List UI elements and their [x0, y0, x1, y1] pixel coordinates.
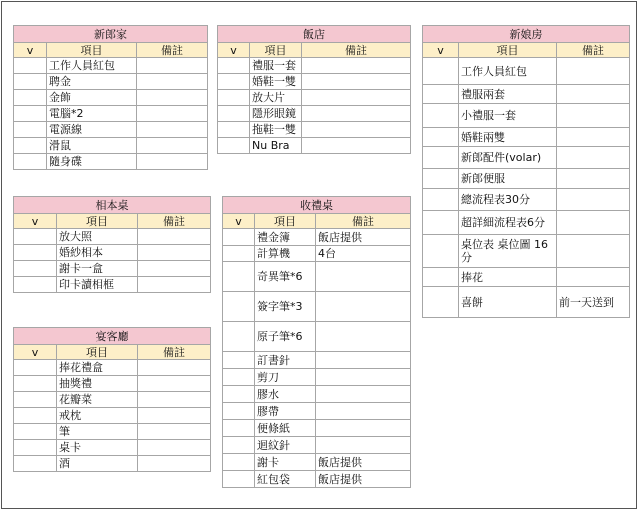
note-cell	[316, 262, 411, 292]
table-row	[223, 471, 411, 488]
note-cell	[138, 392, 211, 408]
check-cell[interactable]	[14, 261, 57, 277]
note-column-header: 備註	[557, 43, 630, 58]
item-cell: 膠水	[255, 386, 316, 403]
check-cell[interactable]	[218, 106, 250, 122]
item-cell: 捧花	[459, 268, 557, 287]
table-row	[223, 322, 411, 352]
item-cell: 電源線	[47, 122, 137, 138]
item-cell: 禮金簿	[255, 229, 316, 246]
check-column-header: v	[218, 43, 250, 58]
table-row	[223, 403, 411, 420]
note-column-header: 備註	[302, 43, 411, 58]
note-cell	[137, 74, 208, 90]
note-cell: 飯店提供	[316, 229, 411, 246]
item-cell: 桌卡	[57, 440, 138, 456]
note-cell: 飯店提供	[316, 454, 411, 471]
check-cell[interactable]	[14, 360, 57, 376]
album-table-checklist-table	[13, 196, 211, 293]
table-row	[14, 424, 211, 440]
check-cell[interactable]	[218, 74, 250, 90]
item-cell: 奇異筆*6	[255, 262, 316, 292]
item-cell: 戒枕	[57, 408, 138, 424]
note-column-header: 備註	[138, 214, 211, 229]
note-cell	[138, 277, 211, 293]
table-row	[14, 229, 211, 245]
check-cell[interactable]	[223, 420, 255, 437]
item-cell: 工作人員紅包	[459, 58, 557, 85]
note-cell	[557, 147, 630, 169]
item-cell: 剪刀	[255, 369, 316, 386]
hotel-checklist-table	[217, 25, 411, 154]
item-cell: 紅包袋	[255, 471, 316, 488]
table-title: 收禮桌	[223, 197, 411, 214]
item-column-header: 項目	[255, 214, 316, 229]
note-cell: 飯店提供	[316, 471, 411, 488]
note-cell: 4台	[316, 246, 411, 262]
check-cell[interactable]	[423, 211, 459, 235]
check-cell[interactable]	[423, 235, 459, 268]
note-cell	[137, 106, 208, 122]
table-row	[423, 128, 630, 147]
item-cell: 工作人員紅包	[47, 58, 137, 74]
table-header-row	[14, 214, 211, 229]
check-cell[interactable]	[223, 262, 255, 292]
note-cell	[137, 58, 208, 74]
item-cell: 訂書針	[255, 352, 316, 369]
item-cell: 新郎便服	[459, 169, 557, 189]
item-cell: 新郎配件(volar)	[459, 147, 557, 169]
check-cell[interactable]	[14, 74, 47, 90]
item-cell: 小禮服一套	[459, 104, 557, 128]
table-row	[14, 106, 208, 122]
table-row	[423, 287, 630, 318]
check-cell[interactable]	[14, 277, 57, 293]
note-column-header: 備註	[137, 43, 208, 58]
table-row	[223, 437, 411, 454]
table-row	[423, 189, 630, 211]
item-cell: 隱形眼鏡	[250, 106, 302, 122]
table-header-row	[423, 43, 630, 58]
note-cell	[137, 138, 208, 154]
check-cell[interactable]	[423, 189, 459, 211]
check-cell[interactable]	[223, 352, 255, 369]
table-row	[14, 376, 211, 392]
item-cell: 婚紗相本	[57, 245, 138, 261]
table-row	[14, 456, 211, 472]
item-cell: 放大片	[250, 90, 302, 106]
note-cell	[557, 169, 630, 189]
item-cell: 原子筆*6	[255, 322, 316, 352]
check-cell[interactable]	[14, 106, 47, 122]
table-row	[223, 386, 411, 403]
table-row	[218, 122, 411, 138]
table-row	[423, 169, 630, 189]
check-cell[interactable]	[223, 403, 255, 420]
item-column-header: 項目	[459, 43, 557, 58]
table-row	[423, 58, 630, 85]
table-title-row	[423, 26, 630, 43]
table-row	[14, 58, 208, 74]
table-row	[223, 292, 411, 322]
table-row	[14, 138, 208, 154]
check-cell[interactable]	[14, 408, 57, 424]
check-cell[interactable]	[423, 169, 459, 189]
table-row	[14, 261, 211, 277]
item-cell: 拖鞋一雙	[250, 122, 302, 138]
table-title: 相本桌	[14, 197, 211, 214]
check-cell[interactable]	[423, 58, 459, 85]
table-title: 宴客廳	[14, 328, 211, 345]
note-cell	[138, 261, 211, 277]
table-row	[14, 122, 208, 138]
note-cell: 前一天送到	[557, 287, 630, 318]
item-cell: 金飾	[47, 90, 137, 106]
note-cell	[316, 437, 411, 454]
check-cell[interactable]	[223, 437, 255, 454]
check-cell[interactable]	[423, 147, 459, 169]
item-cell: 禮服兩套	[459, 85, 557, 104]
check-cell[interactable]	[423, 85, 459, 104]
note-cell	[557, 189, 630, 211]
item-cell: 超詳細流程表6分	[459, 211, 557, 235]
table-row	[423, 85, 630, 104]
check-column-header: v	[423, 43, 459, 58]
banquet-checklist-table	[13, 327, 211, 472]
table-header-row	[14, 43, 208, 58]
check-cell[interactable]	[14, 456, 57, 472]
check-column-header: v	[223, 214, 255, 229]
note-cell	[138, 245, 211, 261]
check-cell[interactable]	[218, 138, 250, 154]
item-cell: 捧花禮盒	[57, 360, 138, 376]
item-cell: 婚鞋兩雙	[459, 128, 557, 147]
note-cell	[557, 128, 630, 147]
note-cell	[557, 211, 630, 235]
note-column-header: 備註	[316, 214, 411, 229]
note-cell	[316, 420, 411, 437]
table-row	[14, 90, 208, 106]
note-cell	[557, 104, 630, 128]
table-row	[14, 245, 211, 261]
table-row	[14, 408, 211, 424]
table-row	[223, 246, 411, 262]
table-row	[218, 58, 411, 74]
note-cell	[316, 322, 411, 352]
table-title-row	[14, 328, 211, 345]
item-cell: 謝卡	[255, 454, 316, 471]
item-cell: 抽獎禮	[57, 376, 138, 392]
note-cell	[137, 122, 208, 138]
note-cell	[138, 424, 211, 440]
note-column-header: 備註	[138, 345, 211, 360]
check-cell[interactable]	[223, 322, 255, 352]
check-cell[interactable]	[423, 128, 459, 147]
item-column-header: 項目	[57, 345, 138, 360]
item-cell: 筆	[57, 424, 138, 440]
check-column-header: v	[14, 214, 57, 229]
table-row	[423, 104, 630, 128]
check-cell[interactable]	[218, 58, 250, 74]
check-cell[interactable]	[423, 287, 459, 318]
table-title-row	[218, 26, 411, 43]
note-cell	[302, 106, 411, 122]
item-cell: 婚鞋一雙	[250, 74, 302, 90]
check-cell[interactable]	[218, 122, 250, 138]
item-cell: 迴紋針	[255, 437, 316, 454]
check-cell[interactable]	[223, 454, 255, 471]
check-cell[interactable]	[223, 471, 255, 488]
table-row	[218, 90, 411, 106]
table-row	[218, 106, 411, 122]
item-cell: 印卡讀相框	[57, 277, 138, 293]
table-row	[223, 369, 411, 386]
note-cell	[302, 58, 411, 74]
table-title-row	[223, 197, 411, 214]
table-title-row	[14, 26, 208, 43]
item-column-header: 項目	[250, 43, 302, 58]
table-row	[223, 352, 411, 369]
note-cell	[302, 122, 411, 138]
check-cell[interactable]	[14, 376, 57, 392]
item-cell: Nu Bra	[250, 138, 302, 154]
item-cell: 酒	[57, 456, 138, 472]
table-row	[223, 229, 411, 246]
note-cell	[302, 138, 411, 154]
check-cell[interactable]	[14, 392, 57, 408]
table-header-row	[223, 214, 411, 229]
table-row	[223, 420, 411, 437]
check-cell[interactable]	[14, 90, 47, 106]
note-cell	[316, 292, 411, 322]
bride-room-checklist-table	[422, 25, 630, 318]
table-row	[14, 277, 211, 293]
note-cell	[138, 360, 211, 376]
note-cell	[137, 154, 208, 170]
table-title: 飯店	[218, 26, 411, 43]
note-cell	[137, 90, 208, 106]
table-row	[223, 454, 411, 471]
item-cell: 花瓣菜	[57, 392, 138, 408]
table-row	[14, 154, 208, 170]
check-cell[interactable]	[14, 424, 57, 440]
note-cell	[138, 376, 211, 392]
check-cell[interactable]	[14, 229, 57, 245]
item-cell: 膠帶	[255, 403, 316, 420]
table-row	[218, 138, 411, 154]
check-cell[interactable]	[423, 104, 459, 128]
table-header-row	[14, 345, 211, 360]
item-cell: 計算機	[255, 246, 316, 262]
note-cell	[138, 229, 211, 245]
table-header-row	[218, 43, 411, 58]
item-cell: 聘金	[47, 74, 137, 90]
check-cell[interactable]	[223, 386, 255, 403]
item-cell: 禮服一套	[250, 58, 302, 74]
table-row	[14, 440, 211, 456]
note-cell	[557, 268, 630, 287]
note-cell	[316, 403, 411, 420]
check-column-header: v	[14, 43, 47, 58]
note-cell	[138, 408, 211, 424]
table-row	[218, 74, 411, 90]
note-cell	[138, 456, 211, 472]
item-cell: 總流程表30分	[459, 189, 557, 211]
note-cell	[557, 85, 630, 104]
table-row	[423, 235, 630, 268]
table-row	[14, 74, 208, 90]
check-cell[interactable]	[14, 58, 47, 74]
check-cell[interactable]	[223, 246, 255, 262]
check-cell[interactable]	[14, 122, 47, 138]
groom-checklist-table	[13, 25, 208, 170]
check-cell[interactable]	[218, 90, 250, 106]
item-cell: 隨身碟	[47, 154, 137, 170]
item-cell: 喜餅	[459, 287, 557, 318]
note-cell	[138, 440, 211, 456]
reception-checklist-table	[222, 196, 411, 488]
table-title-row	[14, 197, 211, 214]
table-row	[14, 360, 211, 376]
note-cell	[316, 386, 411, 403]
check-cell[interactable]	[14, 138, 47, 154]
check-cell[interactable]	[14, 440, 57, 456]
item-cell: 簽字筆*3	[255, 292, 316, 322]
item-cell: 放大照	[57, 229, 138, 245]
note-cell	[302, 74, 411, 90]
table-title: 新娘房	[423, 26, 630, 43]
table-title: 新郎家	[14, 26, 208, 43]
table-row	[423, 147, 630, 169]
table-row	[423, 211, 630, 235]
note-cell	[316, 352, 411, 369]
table-row	[423, 268, 630, 287]
item-cell: 便條紙	[255, 420, 316, 437]
check-cell[interactable]	[223, 292, 255, 322]
check-cell[interactable]	[14, 154, 47, 170]
check-cell[interactable]	[223, 369, 255, 386]
check-cell[interactable]	[14, 245, 57, 261]
note-cell	[316, 369, 411, 386]
item-column-header: 項目	[57, 214, 138, 229]
item-column-header: 項目	[47, 43, 137, 58]
item-cell: 桌位表 桌位圖 16分	[459, 235, 557, 268]
item-cell: 滑鼠	[47, 138, 137, 154]
item-cell: 謝卡一盒	[57, 261, 138, 277]
note-cell	[302, 90, 411, 106]
note-cell	[557, 58, 630, 85]
table-row	[14, 392, 211, 408]
check-cell[interactable]	[423, 268, 459, 287]
check-cell[interactable]	[223, 229, 255, 246]
item-cell: 電腦*2	[47, 106, 137, 122]
check-column-header: v	[14, 345, 57, 360]
table-row	[223, 262, 411, 292]
note-cell	[557, 235, 630, 268]
